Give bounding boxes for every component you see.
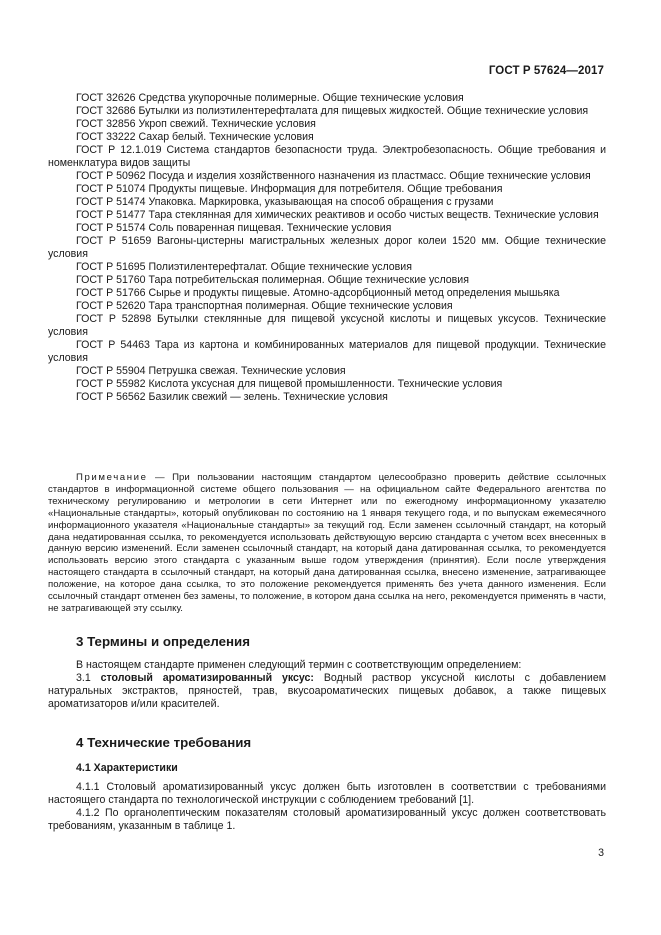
reference-item: ГОСТ Р 52620 Тара транспортная полимерная. Общие технические условия: [76, 300, 453, 312]
reference-item: ГОСТ Р 51760 Тара потребительская полимерная. Общие технические условия: [76, 274, 469, 286]
reference-item: ГОСТ Р 51695 Полиэтилентерефталат. Общие технические условия: [76, 261, 412, 273]
reference-item: ГОСТ Р 50962 Посуда и изделия хозяйственного назначения из пластмасс. Общие технические условия: [76, 170, 591, 182]
note-label: Примечание: [76, 472, 148, 483]
reference-item: ГОСТ Р 56562 Базилик свежий — зелень. Технические условия: [76, 391, 388, 403]
paragraph-4-1-1: 4.1.1 Столовый ароматизированный уксус должен быть изготовлен в соответствии с требованиями настоящего стандарта по технологической инструкции с соблюдением требований [1].: [48, 781, 606, 806]
subsection-4-1-title: 4.1 Характеристики: [76, 762, 178, 774]
normative-references-list: [48, 92, 606, 404]
term-definition-text: Водный раствор уксусной кислоты с добавлением натуральных экстрактов, пряностей, трав, вкусоароматических пищевых добавок, а также пищевых ароматизаторов и/или красителей.: [48, 672, 606, 710]
page-number: 3: [598, 847, 604, 859]
references-note: [48, 472, 606, 615]
reference-item: ГОСТ Р 51659 Вагоны-цистерны магистральных железных дорог колеи 1520 мм. Общие технические условия: [48, 235, 606, 260]
reference-item: ГОСТ Р 51574 Соль поваренная пищевая. Технические условия: [76, 222, 392, 234]
section-3-title: 3 Термины и определения: [76, 634, 250, 649]
reference-item: ГОСТ 32856 Укроп свежий. Технические условия: [76, 118, 316, 130]
term-name: столовый ароматизированный уксус:: [100, 672, 314, 684]
reference-item: ГОСТ Р 52898 Бутылки стеклянные для пищевой уксусной кислоты и пищевых уксусов. Технические условия: [48, 313, 606, 338]
reference-item: ГОСТ 33222 Сахар белый. Технические условия: [76, 131, 314, 143]
reference-item: ГОСТ Р 12.1.019 Система стандартов безопасности труда. Электробезопасность. Общие требования и номенклатура видов защиты: [48, 144, 606, 169]
reference-item: ГОСТ Р 51766 Сырье и продукты пищевые. Атомно-адсорбционный метод определения мышьяка: [76, 287, 560, 299]
reference-item: ГОСТ Р 51074 Продукты пищевые. Информация для потребителя. Общие требования: [76, 183, 503, 195]
term-number: 3.1: [76, 672, 101, 684]
document-header: ГОСТ Р 57624—2017: [488, 65, 604, 77]
reference-item: ГОСТ 32686 Бутылки из полиэтилентерефталата для пищевых жидкостей. Общие технические условия: [76, 105, 589, 117]
reference-item: ГОСТ Р 51477 Тара стеклянная для химических реактивов и особо чистых веществ. Технические условия: [76, 209, 599, 221]
reference-item: ГОСТ Р 55904 Петрушка свежая. Технические условия: [76, 365, 346, 377]
reference-item: ГОСТ 32626 Средства укупорочные полимерные. Общие технические условия: [76, 92, 464, 104]
section-3-intro: В настоящем стандарте применен следующий термин с соответствующим определением:: [76, 659, 522, 671]
section-4-title: 4 Технические требования: [76, 735, 252, 750]
note-text: — При пользовании настоящим стандартом целесообразно проверить действие ссылочных стандартов в информационной системе общего пользования — на официальном сайте Федерального агентства по техническому регулированию и метрологии в сети Интернет или по ежегодному информационному указателю «Национальные стандарты», который опубликован по состоянию на 1 января текущего года, и по выпускам ежемесячного информационного указателя «Национальные стандарты» за текущий год. Если заменен ссылочный стандарт, на который дана недатированная ссылка, то рекомендуется использовать действующую версию стандарта с учетом всех внесенных в данную версию изменений. Если заменен ссылочный стандарт, на который дана датированная ссылка, то рекомендуется использовать версию этого стандарта с указанным выше годом утверждения (принятия). Если после утверждения настоящего стандарта в ссылочный стандарт, на который дана датированная ссылка, внесено изменение, затрагивающее положение, на которое дана ссылка, то это положение рекомендуется применять без учета данного изменения. Если ссылочный стандарт отменен без замены, то положение, в котором дана ссылка на него, рекомендуется применять в части, не затрагивающей эту ссылку.: [48, 472, 606, 614]
paragraph-4-1-2: 4.1.2 По органолептическим показателям столовый ароматизированный уксус должен соответствовать требованиям, указанным в таблице 1.: [48, 807, 606, 832]
term-definition: [48, 672, 606, 711]
reference-item: ГОСТ Р 54463 Тара из картона и комбинированных материалов для пищевой продукции. Технические условия: [48, 339, 606, 364]
reference-item: ГОСТ Р 55982 Кислота уксусная для пищевой промышленности. Технические условия: [76, 378, 503, 390]
reference-item: ГОСТ Р 51474 Упаковка. Маркировка, указывающая на способ обращения с грузами: [76, 196, 494, 208]
